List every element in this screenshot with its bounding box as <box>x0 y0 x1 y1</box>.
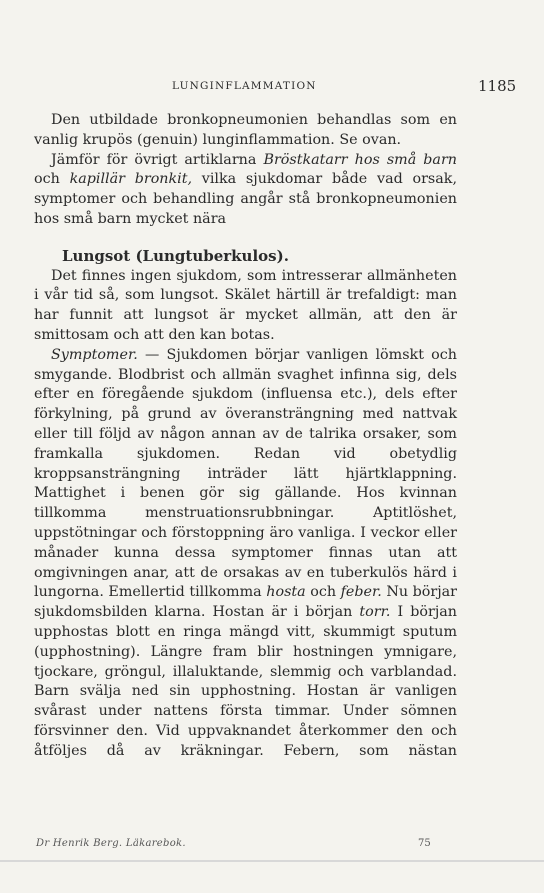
running-head <box>0 78 544 98</box>
italic-term: hosta <box>266 584 306 601</box>
italic-reference: kapillär bronkit, <box>69 171 193 188</box>
footer-book-title: Dr Henrik Berg. Läkarebok. <box>36 838 186 849</box>
text-run: och <box>305 584 341 601</box>
section-gap <box>34 230 457 247</box>
footer-signature-number: 75 <box>418 838 431 849</box>
italic-term: feber. <box>340 584 382 601</box>
bottom-divider <box>0 860 544 862</box>
text-run: vilka sjukdomar både vad orsak, symptomer och behandling angår stå bronkopneumonien hos små barn mycket nära <box>34 171 457 227</box>
paragraph-intro: Det finnes ingen sjukdom, som intresserar allmänheten i vår tid så, som lungsot. Skälet härtill är trefaldigt: man har funnit att lungsot är mycket allmän, att den är smittosam och att den kan botas. <box>34 267 457 343</box>
symptoms-label: Symptomer. <box>51 346 138 363</box>
text-run: — Sjukdomen börjar vanligen lömskt och smygande. Blodbrist och allmän svaghet infinna sig, dels efter en föregående sjukdom (influensa etc.), dels efter förkylning, på grund av överansträngning med nattvak eller till följd av någon annan av de talrika orsaker, som framkalla sjukdomen. Redan vid obetydlig kroppsansträngning inträder lätt hjärtklappning. Mattighet i benen gör sig gällande. Hos kvinnan tillkomma menstruationsrubbningar. Aptitlöshet, uppstötningar och förstoppning äro vanliga. I veckor eller månader kunna dessa symptomer finnas utan att omgivningen anar, att de orsakas av en tuberkulös härd i lungorna. Emellertid tillkomma <box>34 346 457 601</box>
text-run: Jämför för övrigt artiklarna <box>51 151 264 168</box>
body-text <box>34 111 457 762</box>
section-heading: Lungsot (Lungtuberkulos). <box>62 246 289 265</box>
italic-term: torr. <box>359 604 391 621</box>
text-run: Nu börjar sjukdomsbilden klarna. Hostan är i början <box>34 584 457 621</box>
text-run: och <box>34 171 70 188</box>
page-number: 1185 <box>478 77 517 95</box>
paragraph-symptoms <box>34 346 457 762</box>
text-run: I början upphostas blott en ringa mängd vitt, skummigt sputum (upphostning). Längre fram blir hostningen ymnigare, tjockare, gröngul, illaluktande, slemmig och varblandad. Barn svälja ned sin upphostning. Hostan är vanligen svårast under nattens första timmar. Under sömnen försvinner den. Vid uppvaknandet återkommer den och åtföljes då av kräkningar. Febern, som nästan <box>34 604 457 759</box>
paragraph-compare <box>34 151 457 230</box>
running-head-title: LUNGINFLAMMATION <box>172 80 317 92</box>
page-footer <box>0 838 544 854</box>
italic-reference: Bröstkatarr hos små barn <box>263 151 458 168</box>
paragraph-treatment: Den utbildade bronkopneumonien behandlas som en vanlig krupös (genuin) lunginflammation. Se ovan. <box>34 112 457 148</box>
